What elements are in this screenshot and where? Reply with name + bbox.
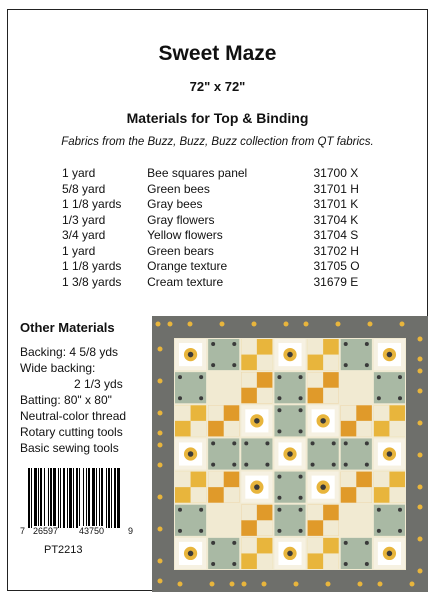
border-motif [418,453,423,458]
border-motif [284,322,289,327]
bee-motif-center [188,352,194,358]
wide-backing-label: Wide backing: [20,361,96,375]
green-fabric-dot [211,342,215,346]
barcode-bar [117,468,120,528]
border-motif [188,322,193,327]
backing-line: Backing: 4 5/8 yds [20,345,119,359]
green-fabric-dot [211,541,215,545]
checker-square [308,372,324,388]
barcode-bar [106,468,107,528]
border-motif [418,505,423,510]
border-motif [158,443,163,448]
checker-square [257,355,273,371]
green-fabric-dot [299,429,303,433]
checker-square [323,388,339,404]
green-fabric-dot [244,463,248,467]
green-fabric-dot [365,342,369,346]
bee-motif-center [287,352,293,358]
materials-heading: Materials for Top & Binding [126,110,309,126]
green-fabric-dot [232,441,236,445]
fabric-row [62,197,382,213]
border-motif [400,322,405,327]
border-motif [158,431,163,436]
green-fabric-dot [344,562,348,566]
green-fabric-dot [211,562,215,566]
border-motif [158,379,163,384]
barcode-bar [50,468,52,528]
border-motif [230,582,235,587]
sewing-tools-line: Basic sewing tools [20,441,119,455]
cutting-tools-line: Rotary cutting tools [20,425,123,439]
border-motif [210,582,215,587]
border-motif [158,463,163,468]
fabric-qty: 1 yard [62,243,96,258]
barcode-bar [99,468,100,528]
green-fabric-dot [299,475,303,479]
border-motif [178,582,183,587]
barcode-bar [67,468,68,528]
barcode-group-2: 43750 [79,526,105,536]
fabric-row [62,228,382,244]
green-fabric-dot [398,529,402,533]
green-fabric-dot [332,463,336,467]
fabric-code: 31700 X [313,166,359,180]
green-fabric-dot [277,529,281,533]
green-fabric-dot [365,541,369,545]
barcode-bar [111,468,112,528]
green-fabric-dot [277,496,281,500]
product-code: PT2213 [44,544,83,556]
green-fabric-dot [311,441,315,445]
border-motif [358,582,363,587]
checker-square [308,505,324,521]
pattern-title: Sweet Maze [158,42,277,65]
checker-square [323,355,339,371]
green-fabric-dot [199,508,203,512]
barcode-digit-right: 9 [128,526,134,536]
checker-square [208,405,224,421]
fabric-name: Cream texture [147,274,224,289]
green-fabric-dot [232,463,236,467]
barcode [20,468,136,550]
bee-motif-center [287,551,293,557]
bee-motif-center [387,352,393,358]
fabric-row [62,182,382,198]
checker-square [191,421,207,437]
border-motif [158,559,163,564]
checker-square [241,339,257,355]
green-fabric-dot [344,541,348,545]
barcode-bar [44,468,45,528]
green-fabric-dot [277,508,281,512]
green-fabric-dot [365,363,369,367]
barcode-bar [79,468,80,528]
border-motif [418,485,423,490]
checker-square [323,520,339,536]
green-fabric-dot [299,496,303,500]
quilt-illustration [152,316,428,592]
green-fabric-dot [299,396,303,400]
checker-square [208,472,224,488]
checker-square [356,487,372,503]
green-fabric-dot [277,475,281,479]
quilt-image [152,316,428,592]
border-motif [368,322,373,327]
bee-motif-center [287,451,293,457]
green-fabric-dot [178,508,182,512]
checker-square [389,421,405,437]
checker-square [257,553,273,569]
fabric-qty: 1 3/8 yards [62,274,122,289]
border-motif [158,527,163,532]
fabric-name: Green bees [147,181,210,196]
green-fabric-dot [398,396,402,400]
fabric-row [62,275,382,291]
fabric-row [62,259,382,275]
green-fabric-dot [299,408,303,412]
border-motif [168,322,173,327]
checker-square [374,405,390,421]
border-motif [158,579,163,584]
barcode-bar [88,468,90,528]
barcode-group-1: 26597 [33,526,59,536]
fabric-code: 31701 H [313,181,359,196]
other-materials-heading: Other Materials [20,320,115,335]
barcode-bar [63,468,65,528]
barcode-bar [108,468,110,528]
border-motif [158,411,163,416]
checker-square [389,487,405,503]
green-fabric-dot [398,375,402,379]
thread-line: Neutral-color thread [20,409,127,423]
barcode-bar [69,468,72,528]
checker-square [241,372,257,388]
border-motif [262,582,267,587]
checker-square [175,405,191,421]
fabric-qty: 1 1/8 yards [62,197,122,211]
batting-line: Batting: 80" x 80" [20,393,112,407]
green-fabric-dot [299,529,303,533]
border-motif [418,537,423,542]
fabric-qty: 3/4 yard [62,228,106,242]
green-fabric-dot [377,375,381,379]
barcode-bar [48,468,49,528]
fabric-name: Yellow flowers [147,228,223,242]
quilt-block [341,505,372,536]
fabric-name: Bee squares panel [147,166,248,180]
green-fabric-dot [344,363,348,367]
checker-square [308,538,324,554]
checker-square [257,520,273,536]
green-fabric-dot [365,463,369,467]
other-materials [20,320,170,456]
border-motif [336,322,341,327]
fabric-name: Gray flowers [147,212,215,227]
green-fabric-dot [377,396,381,400]
green-fabric-dot [344,342,348,346]
barcode-bar [53,468,56,528]
quilt-block [208,372,239,403]
green-fabric-dot [232,562,236,566]
green-fabric-dot [232,342,236,346]
border-motif [418,389,423,394]
border-motif [418,357,423,362]
barcode-bar [101,468,103,528]
fabric-qty: 1 yard [62,166,96,180]
green-fabric-dot [265,441,269,445]
border-motif [304,322,309,327]
border-motif [378,582,383,587]
fabric-name: Gray bees [147,197,203,211]
green-fabric-dot [199,375,203,379]
border-motif [326,582,331,587]
green-fabric-dot [344,441,348,445]
bee-motif-center [188,451,194,457]
green-fabric-dot [277,396,281,400]
fabric-row [62,213,382,229]
checker-square [224,421,240,437]
green-fabric-dot [277,375,281,379]
border-motif [252,322,257,327]
checker-square [241,538,257,554]
barcode-bar [86,468,87,528]
barcode-bar [28,468,30,528]
green-fabric-dot [398,508,402,512]
bee-motif-center [320,418,326,424]
barcode-digit-left: 7 [20,526,26,536]
green-fabric-dot [277,429,281,433]
barcode-bar [31,468,32,528]
green-fabric-dot [199,396,203,400]
border-motif [418,369,423,374]
border-motif [158,495,163,500]
green-fabric-dot [377,529,381,533]
fabric-code: 31702 H [313,243,359,258]
border-motif [418,337,423,342]
green-fabric-dot [211,463,215,467]
border-motif [418,421,423,426]
checker-square [341,405,357,421]
green-fabric-dot [265,463,269,467]
wide-backing-value: 2 1/3 yds [74,377,123,391]
green-fabric-dot [232,363,236,367]
checker-square [241,505,257,521]
green-fabric-dot [232,541,236,545]
barcode-bar [34,468,37,528]
border-motif [220,322,225,327]
barcode-bar [96,468,97,528]
quilt-block [341,372,372,403]
green-fabric-dot [299,508,303,512]
bee-motif-center [387,451,393,457]
bee-motif-center [188,551,194,557]
bee-motif-center [387,551,393,557]
quilt-size: 72" x 72" [189,79,246,94]
checker-square [374,472,390,488]
fabric-row [62,166,382,182]
fabric-requirements-list [62,166,382,290]
fabric-name: Orange texture [147,259,228,273]
barcode-bar [60,468,61,528]
quilt-block [208,505,239,536]
fabric-qty: 1 1/8 yards [62,259,122,273]
checker-square [308,339,324,355]
checker-square [224,487,240,503]
border-motif [242,582,247,587]
border-motif [294,582,299,587]
green-fabric-dot [199,529,203,533]
green-fabric-dot [244,441,248,445]
green-fabric-dot [377,508,381,512]
green-fabric-dot [211,441,215,445]
green-fabric-dot [344,463,348,467]
checker-square [175,472,191,488]
barcode-bars [20,468,136,534]
fabric-code: 31701 K [313,197,359,211]
border-motif [418,569,423,574]
bee-motif-center [320,484,326,490]
collection-note: Fabrics from the Buzz, Buzz, Buzz collection from QT fabrics. [61,136,374,148]
barcode-digits [20,526,136,540]
fabric-row [62,244,382,260]
green-fabric-dot [365,562,369,566]
green-fabric-dot [178,375,182,379]
barcode-bar [73,468,74,528]
checker-square [323,553,339,569]
bee-motif-center [254,484,260,490]
green-fabric-dot [178,396,182,400]
fabric-name: Green bears [147,243,214,258]
barcode-bar [58,468,59,528]
checker-square [257,388,273,404]
barcode-bar [38,468,39,528]
checker-square [356,421,372,437]
fabric-qty: 5/8 yard [62,181,106,196]
fabric-code: 31704 S [313,228,359,242]
green-fabric-dot [332,441,336,445]
fabric-qty: 1/3 yard [62,212,106,227]
border-motif [158,347,163,352]
green-fabric-dot [311,463,315,467]
checker-square [191,487,207,503]
green-fabric-dot [211,363,215,367]
checker-square [341,472,357,488]
barcode-bar [83,468,84,528]
fabric-code: 31705 O [313,259,360,273]
barcode-bar [76,468,78,528]
fabric-code: 31704 K [313,212,359,227]
border-motif [410,582,415,587]
border-motif [156,322,161,327]
barcode-bar [40,468,42,528]
barcode-bar [92,468,95,528]
green-fabric-dot [277,408,281,412]
green-fabric-dot [178,529,182,533]
green-fabric-dot [299,375,303,379]
barcode-bar [114,468,116,528]
green-fabric-dot [365,441,369,445]
bee-motif-center [254,418,260,424]
fabric-code: 31679 E [313,274,359,289]
